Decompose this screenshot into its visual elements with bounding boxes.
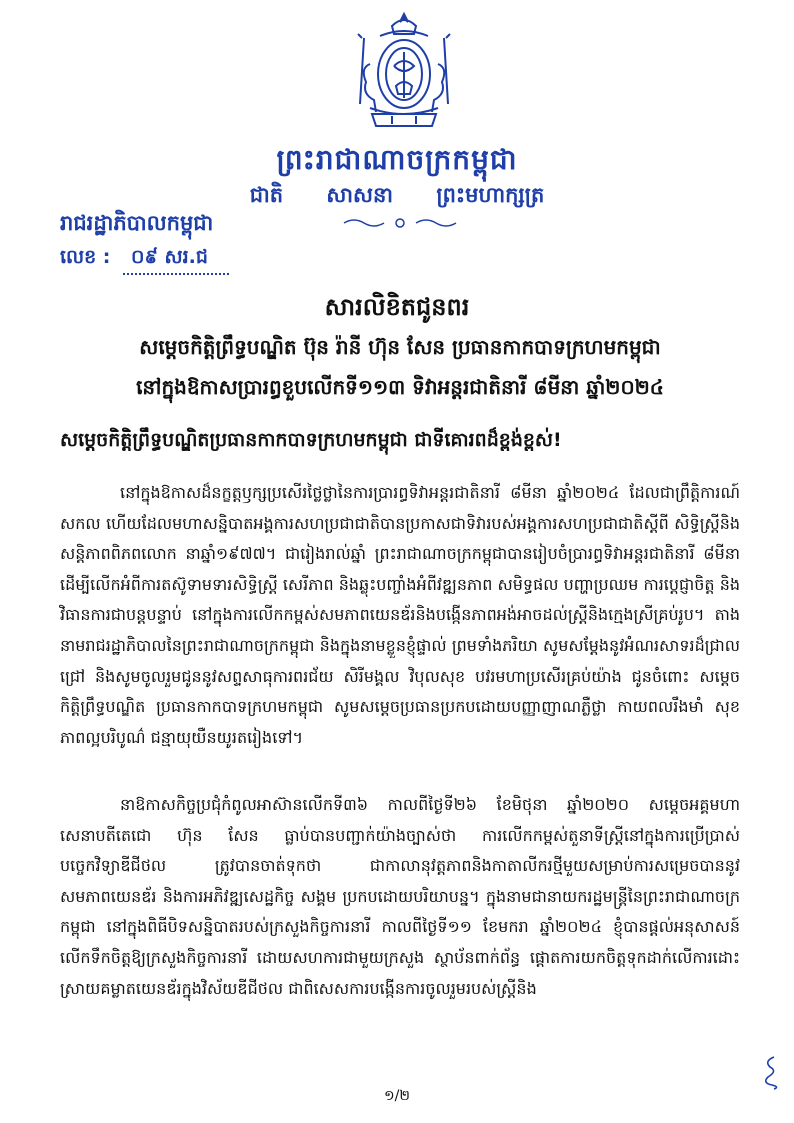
motto-nation: ជាតិ [249,183,284,207]
national-motto [0,182,794,213]
motto-religion: សាសនា [326,183,393,207]
body-paragraph-2: នាឱកាសកិច្ចប្រជុំកំពូលអាស៊ានលើកទី៣៦ កាលពីថ្ងៃទី២៦ ខែមិថុនា ឆ្នាំ២០២០ សម្តេចអគ្គមហាសេនាបតីតេជោ ហ៊ុន សែន ធ្លាប់បានបញ្ជាក់យ៉ាងច្បាស់ថា ការលើកកម្ពស់តួនាទីស្ត្រីនៅក្នុងការប្រើប្រាស់បច្ចេកវិទ្យាឌីជីថល ត្រូវបានចាត់ទុកថា ជាកាលានុវត្តភាពនិងកាតាលីករថ្មីមួយសម្រាប់ការសម្រេចបាននូវសមភាពយេនឌ័រ និងការអភិវឌ្ឍសេដ្ឋកិច្ច សង្គម ប្រកបដោយបរិយាបន្ន។ ក្នុងនាមជានាយករដ្ឋមន្ត្រីនៃព្រះរាជាណាចក្រកម្ពុជា នៅក្នុងពិធីបិទសន្និបាតរបស់ក្រសួងកិច្ចការនារី កាលពីថ្ងៃទី១១ ខែមករា ឆ្នាំ២០២៤ ខ្ញុំបានផ្តល់អនុសាសន៍លើកទឹកចិត្តឱ្យក្រសួងកិច្ចការនារី ដោយសហការជាមួយក្រសួង ស្ថាប័នពាក់ព័ន្ធ ផ្តោតការយកចិត្តទុកដាក់លើការដោះស្រាយគម្លាតយេនឌ័រក្នុងវិស័យឌីជីថល ជាពិសេសការបង្កើនការចូលរួមរបស់ស្ត្រីនិង [60,795,740,998]
kingdom-title: ព្រះរាជាណាចក្រកម្ពុជា [276,143,518,176]
letter-subtitle-line-1: សម្តេចកិត្តិព្រឹទ្ធបណ្ឌិត ប៊ុន រ៉ានី ហ៊ុន សែន ប្រធានកាកបាទក្រហមកម្ពុជា [139,335,661,359]
page-number: ១/២ [384,1088,410,1104]
royal-coat-of-arms-emblem [340,8,468,136]
reference-label: លេខ : [60,246,111,268]
salutation: សម្តេចកិត្តិព្រឹទ្ធបណ្ឌិតប្រធានកាកបាទក្រហមកម្ពុជា ជាទីគោរពដ៏ខ្ពង់ខ្ពស់! [60,429,562,451]
motto-king: ព្រះមហាក្សត្រ [436,183,545,207]
body-paragraph-1: នៅក្នុងឱកាសដ៏នក្ខត្តឫក្សប្រសើរថ្លៃថ្លានៃការប្រារព្ធទិវាអន្តរជាតិនារី ៨មីនា ឆ្នាំ២០២៤ ដែលជាព្រឹត្តិការណ៍សកល ហើយដែលមហាសន្និបាតអង្គការសហប្រជាជាតិបានប្រកាសជាទិវារបស់អង្គការសហប្រជាជាតិស្តីពី សិទ្ធិស្ត្រីនិងសន្តិភាពពិភពលោក នាឆ្នាំ១៩៧៧។ ជារៀងរាល់ឆ្នាំ ព្រះរាជាណាចក្រកម្ពុជាបានរៀបចំប្រារព្ធទិវាអន្តរជាតិនារី ៨មីនា ដើម្បីលើកអំពីការតស៊ូទាមទារសិទ្ធិស្ត្រី សេរីភាព និងឆ្លុះបញ្ចាំងអំពីវឌ្ឍនភាព សមិទ្ធផល បញ្ហាប្រឈម ការប្តេជ្ញាចិត្ត និងវិធានការជាបន្តបន្ទាប់ នៅក្នុងការលើកកម្ពស់សមភាពយេនឌ័រនិងបង្កើនភាពអង់អាចដល់ស្ត្រីនិងក្មេងស្រីគ្រប់រូប។ តាងនាមរាជរដ្ឋាភិបាលនៃព្រះរាជាណាចក្រកម្ពុជា និងក្នុងនាមខ្លួនខ្ញុំផ្ទាល់ ព្រមទាំងភរិយា សូមសម្តែងនូវអំណរសាទរដ៏ជ្រាលជ្រៅ និងសូមចូលរួមជូននូវសព្ទសាធុការពរជ័យ សិរីមង្គល វិបុលសុខ បវរមហាប្រសើរគ្រប់យ៉ាង ជូនចំពោះ សម្តេចកិត្តិព្រឹទ្ធបណ្ឌិត ប្រធានកាកបាទក្រហមកម្ពុជា សូមសម្តេចប្រធានប្រកបដោយបញ្ញាញាណភ្លឺថ្លា កាយពលរឹងមាំ សុខភាពល្អបរិបូណ៌ ជន្មាយុយឺនយូរតរៀងទៅ។ [60,483,740,747]
reference-line [60,245,229,275]
ornament-divider-icon [340,216,460,230]
reference-number: ០៩ សរ.ជ [123,245,229,275]
government-name: រាជរដ្ឋាភិបាលកម្ពុជា [60,211,214,235]
letter-title: សារលិខិតជូនពរ [324,293,470,321]
letter-subtitle-line-2: នៅក្នុងឱកាសប្រារព្ធខួបលើកទី១១៣ ទិវាអន្តរជាតិនារី ៨មីនា ឆ្នាំ២០២៤ [136,375,664,399]
